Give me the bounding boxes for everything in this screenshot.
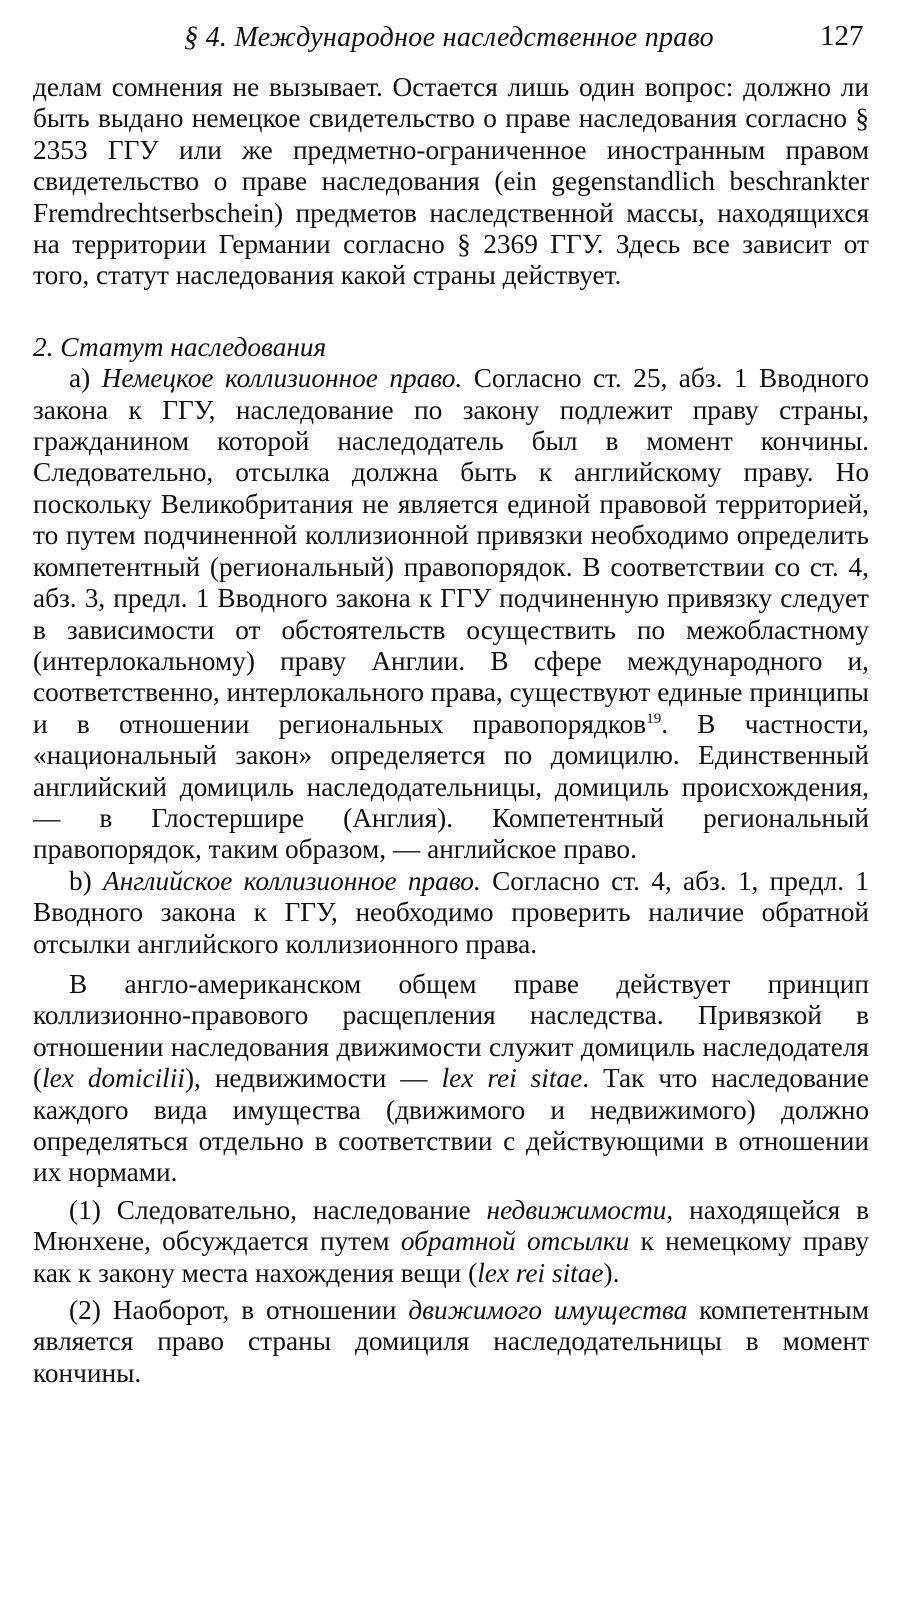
body-text — [33, 72, 869, 1389]
paragraph-text: компетентным является право страны домициля наследодательницы в момент кончины. — [33, 1295, 869, 1388]
paragraph-text: к немецкому праву как к закону места нахождения вещи ( — [33, 1226, 869, 1288]
paragraph-text: ), недвижимости — — [184, 1063, 442, 1094]
running-header — [0, 18, 918, 58]
paragraph-text: делам сомнения не вызывает. Остается лишь один вопрос: должно ли быть выдано немецкое свидетельство о праве наследования согласно § 2353 ГГУ или же предметно-ограниченное иностранным правом свидетельство о праве наследования (ein gegenstandlich beschrankter Fremdrechtserbschein) предметов наследственной массы, находящихся на территории Германии согласно § 2369 ГГУ. Здесь все зависит от того, статут наследования какой страны действует. — [33, 72, 869, 291]
paragraph-text: . В частности, «национальный закон» определяется по домицилю. Единственный английский домициль наследодательницы, домициль происхождения, — в Глостершире (Англия). Компетентный региональный правопорядок, таким образом, — английское право. — [33, 708, 870, 865]
paragraph-text: В англо-американском общем праве действует принцип коллизионно-правового расщепления наследства. Привязкой в отношении наследования движимости служит домициль наследодателя ( — [33, 968, 869, 1094]
latin-term: lex rei sitae — [477, 1257, 604, 1288]
emphasis: движимого имущества — [408, 1295, 688, 1326]
latin-term: lex rei sitae — [441, 1063, 583, 1094]
item-label: а) — [69, 363, 102, 394]
paragraph-continuation — [33, 72, 869, 292]
footnote-ref: 19 — [646, 710, 662, 727]
paragraph-text: Согласно ст. 4, абз. 1, предл. 1 Вводного закона к ГГУ, необходимо проверить наличие обратной отсылки английского коллизионного права. — [33, 865, 869, 959]
emphasis: недвижимости — [486, 1194, 667, 1225]
paragraph-text: . Так что наследование каждого вида имущества (движимого и недвижимого) должно определяться отдельно в соответствии с действующими в отношении их нормами. — [33, 1063, 870, 1188]
paragraph-immovables — [33, 1195, 869, 1289]
paragraph-text: (2) Наоборот, в отношении — [69, 1295, 409, 1326]
paragraph-text: (1) Следовательно, наследование — [69, 1194, 487, 1225]
paragraph-text: , находящейся в Мюнхене, обсуждается путем — [33, 1194, 869, 1257]
section-heading: 2. Статут наследования — [33, 331, 327, 362]
running-title: § 4. Международное наследственное право — [184, 22, 714, 53]
item-title: Немецкое коллизионное право. — [101, 363, 463, 394]
emphasis: обратной отсылки — [400, 1226, 630, 1257]
paragraph-movables — [33, 1295, 869, 1389]
paragraph-text: Согласно ст. 25, абз. 1 Вводного закона к ГГУ, наследование по закону подлежит праву страны, гражданином которой наследодатель был в момент кончины. Следовательно, отсылка должна быть к английскому праву. Но поскольку Великобритания не является единой правовой территорией, то путем подчиненной коллизионной привязки необходимо определить компетентный (региональный) правопорядок. В соответствии со ст. 4, абз. 3, предл. 1 Вводного закона к ГГУ подчиненную привязку следует в зависимости от обстоятельств осуществить по межобластному (интерлокальному) праву Англии. В сфере международного и, соответственно, интерлокального права, существуют единые принципы и в отношении региональных правопорядков — [33, 363, 870, 739]
latin-term: lex domicilii — [42, 1063, 185, 1094]
paragraph-common-law — [33, 969, 869, 1189]
page-number: 127 — [820, 20, 864, 52]
item-title: Английское коллизионное право. — [103, 865, 481, 896]
paragraph-text: ). — [603, 1257, 620, 1288]
paragraph-german-conflict-law — [33, 363, 869, 866]
item-label: b) — [69, 865, 104, 896]
paragraph-english-conflict-law — [33, 866, 869, 960]
